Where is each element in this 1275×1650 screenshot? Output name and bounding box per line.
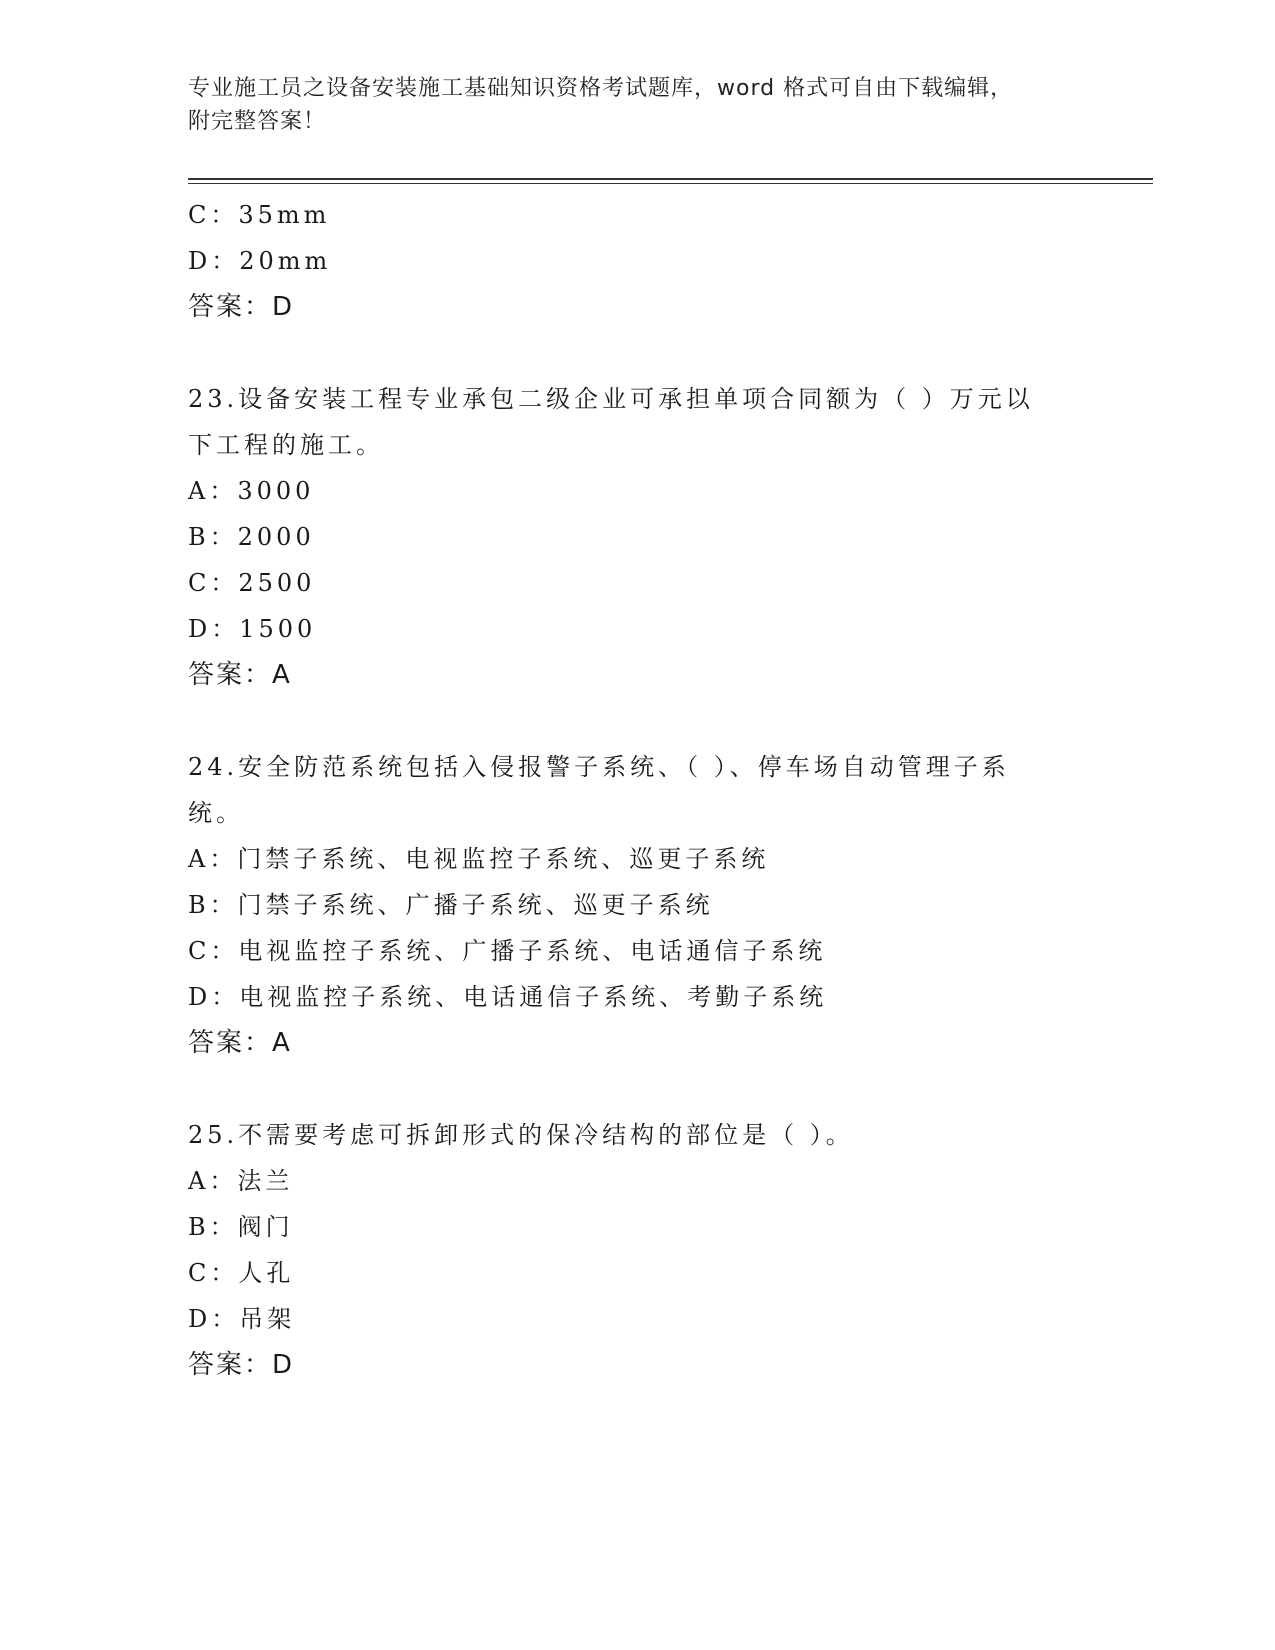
header-divider-thick [188,178,1153,180]
answer: 答案：D [188,292,295,322]
option-c: C：2500 [188,569,316,597]
question-stem-line-2: 下工程的施工。 [188,431,384,459]
option-c: C：电视监控子系统、广播子系统、电话通信子系统 [188,937,827,965]
question-content [188,192,1068,1388]
spacer [188,330,1068,376]
question-23 [188,376,1068,698]
option-b: B：阀门 [188,1213,294,1241]
spacer [188,1066,1068,1112]
option-d: D：吊架 [188,1305,296,1333]
option-a: A：门禁子系统、电视监控子系统、巡更子系统 [188,845,770,873]
question-stem-line-2: 统。 [188,799,244,827]
answer: 答案：A [188,1028,292,1058]
option-d: D：电视监控子系统、电话通信子系统、考勤子系统 [188,983,828,1011]
question-24 [188,744,1068,1066]
option-a: A：3000 [188,477,315,505]
question-stem-line-1: 25.不需要考虑可拆卸形式的保冷结构的部位是（ ）。 [188,1121,854,1149]
option-d: D：20mm [188,247,332,275]
option-c: C：35mm [188,201,331,229]
header-line-2: 附完整答案！ [188,109,327,134]
spacer [188,698,1068,744]
option-d: D：1500 [188,615,317,643]
previous-question-tail [188,192,1068,330]
option-a: A：法兰 [188,1167,294,1195]
document-header [188,72,1068,138]
question-stem-line-1: 23.设备安装工程专业承包二级企业可承担单项合同额为（ ）万元以 [188,385,1034,413]
option-b: B：门禁子系统、广播子系统、巡更子系统 [188,891,714,919]
header-divider-thin [188,183,1153,184]
question-stem-line-1: 24.安全防范系统包括入侵报警子系统、（ ）、停车场自动管理子系 [188,753,1010,781]
option-c: C：人孔 [188,1259,295,1287]
question-25 [188,1112,1068,1388]
answer: 答案：A [188,660,292,690]
option-b: B：2000 [188,523,315,551]
header-line-1: 专业施工员之设备安装施工基础知识资格考试题库，word 格式可自由下载编辑， [188,76,1014,101]
answer: 答案：D [188,1350,295,1380]
